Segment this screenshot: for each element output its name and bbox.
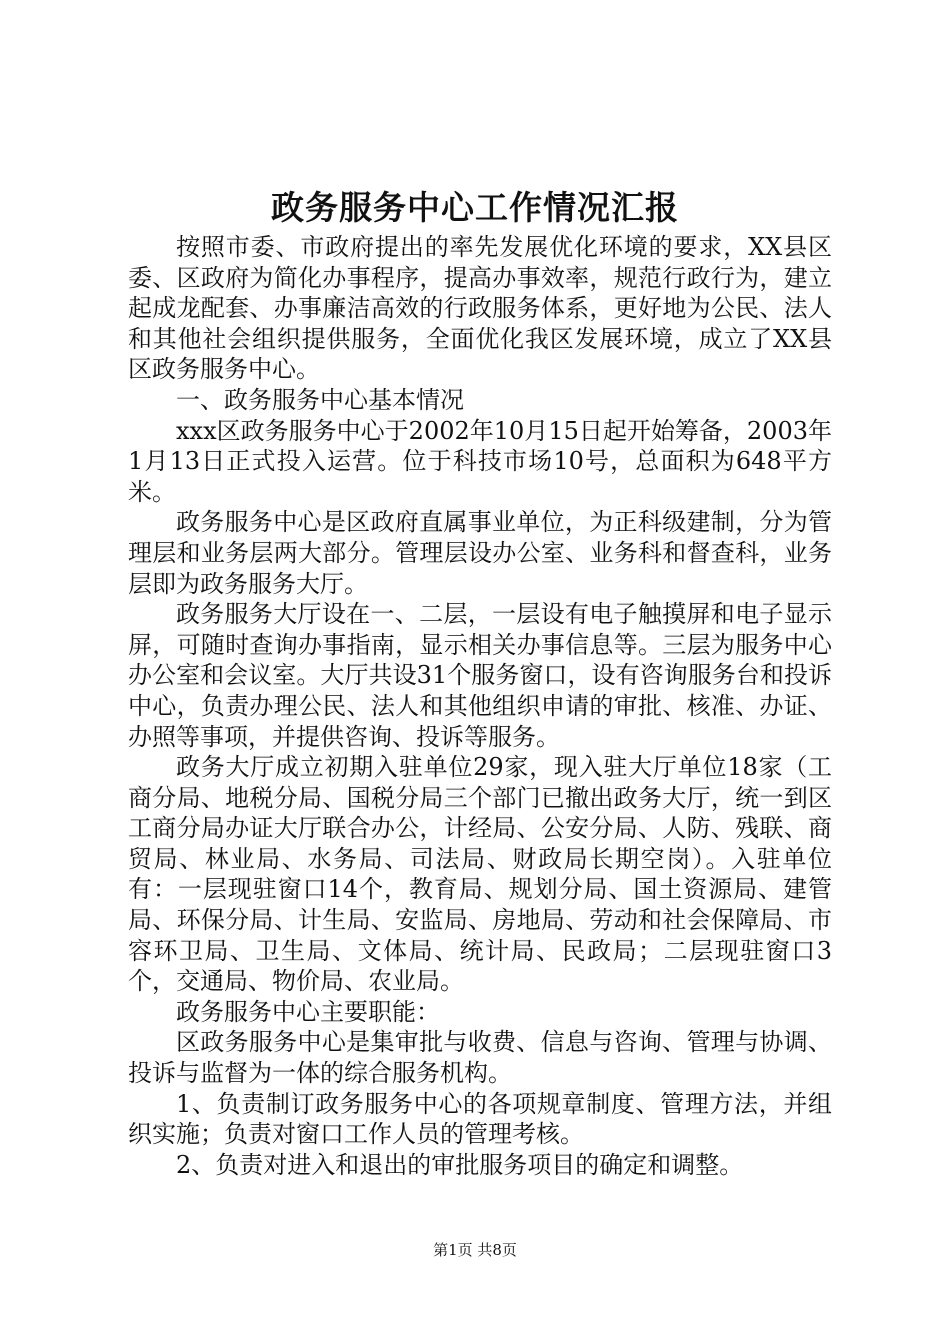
- paragraph-founding: xxx区政务服务中心于2002年10月15日起开始筹备，2003年1月13日正式投入运营。位于科技市场10号，总面积为648平方米。: [128, 416, 832, 506]
- paragraph-hall: 政务服务大厅设在一、二层，一层设有电子触摸屏和电子显示屏，可随时查询办事指南，显示相关办事信息等。三层为服务中心办公室和会议室。大厅共设31个服务窗口，设有咨询服务台和投诉中心，负责办理公民、法人和其他组织申请的审批、核准、办证、办照等事项，并提供咨询、投诉等服务。: [128, 600, 832, 751]
- list-item-2: 2、负责对进入和退出的审批服务项目的确定和调整。: [176, 1150, 744, 1179]
- section-heading-basic-info: 一、政务服务中心基本情况: [176, 385, 464, 414]
- paragraph-structure: 政务服务中心是区政府直属事业单位，为正科级建制，分为管理层和业务层两大部分。管理层设办公室、业务科和督查科，业务层即为政务服务大厅。: [128, 508, 832, 598]
- paragraph-functions-summary: 区政务服务中心是集审批与收费、信息与咨询、管理与协调、投诉与监督为一体的综合服务机构。: [128, 1028, 832, 1088]
- list-item-1: 1、负责制订政务服务中心的各项规章制度、管理方法，并组织实施；负责对窗口工作人员的管理考核。: [128, 1089, 832, 1149]
- page-footer: 第1页 共8页: [433, 1241, 517, 1259]
- paragraph-units: 政务大厅成立初期入驻单位29家，现入驻大厅单位18家（工商分局、地税分局、国税分局三个部门已撤出政务大厅，统一到区工商分局办证大厅联合办公，计经局、公安分局、人防、残联、商贸局、林业局、水务局、司法局、财政局长期空岗）。入驻单位有：一层现驻窗口14个，教育局、规划分局、国土资源局、建管局、环保分局、计生局、安监局、房地局、劳动和社会保障局、市容环卫局、卫生局、文体局、统计局、民政局；二层现驻窗口3个，交通局、物价局、农业局。: [128, 753, 832, 996]
- document-title: 政务服务中心工作情况汇报: [271, 188, 679, 227]
- section-heading-functions: 政务服务中心主要职能：: [176, 997, 440, 1026]
- document-body: [128, 232, 832, 1180]
- paragraph-intro: 按照市委、市政府提出的率先发展优化环境的要求，XX县区委、区政府为简化办事程序，提高办事效率，规范行政行为，建立起成龙配套、办事廉洁高效的行政服务体系，更好地为公民、法人和其他社会组织提供服务，全面优化我区发展环境，成立了XX县区政务服务中心。: [128, 233, 832, 384]
